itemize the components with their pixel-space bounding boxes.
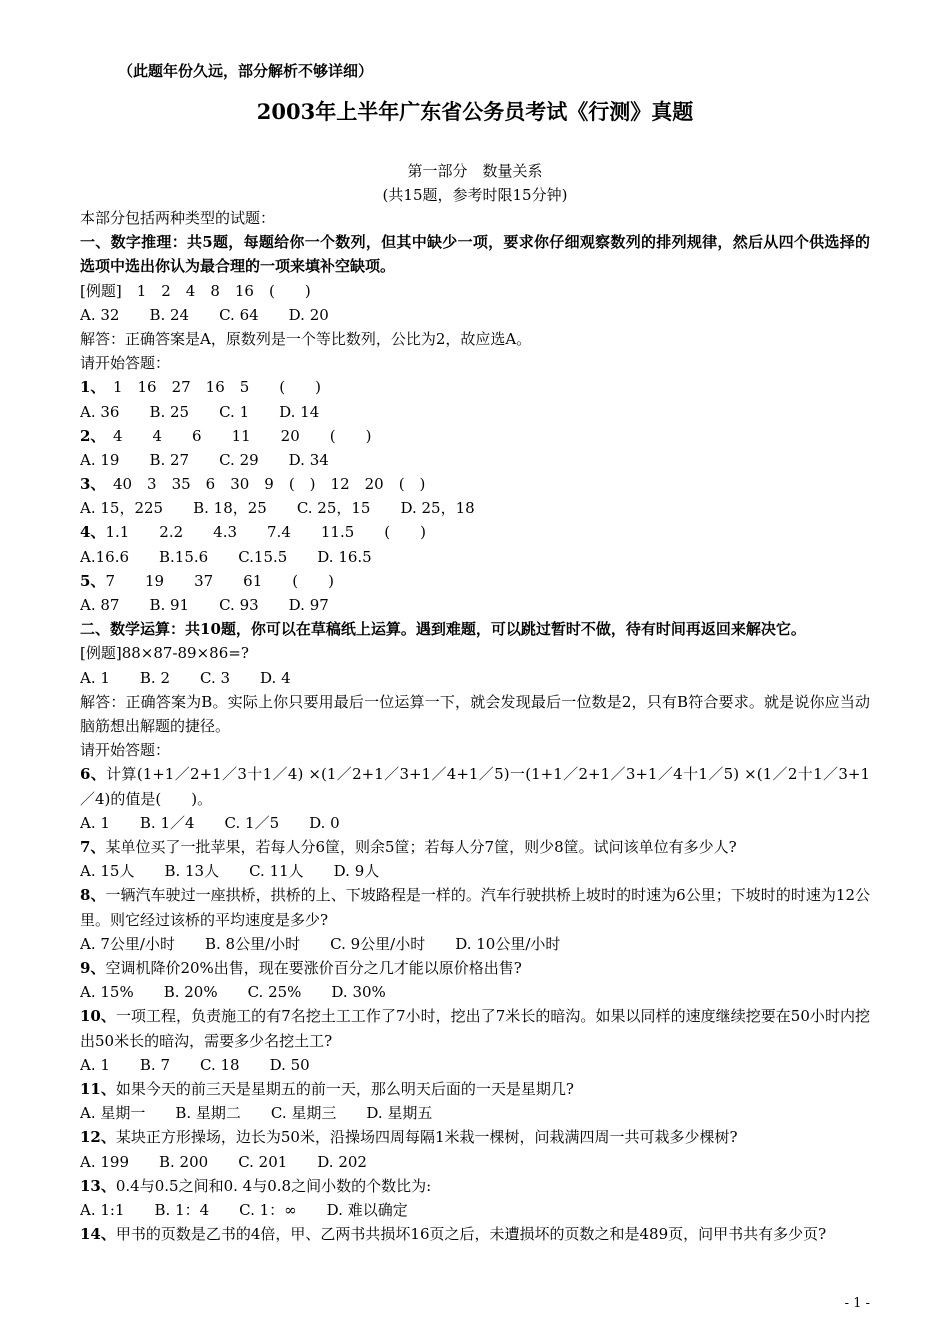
question-7-options: A. 15人 B. 13人 C. 11人 D. 9人 — [80, 862, 380, 881]
question-10 — [80, 1004, 870, 1052]
question-number: 11、 — [80, 1079, 116, 1098]
question-text: 一项工程，负责施工的有7名挖土工工作了7小时，挖出了7米长的暗沟。如果以同样的速度继续挖要在50小时内挖出50米长的暗沟，需要多少名挖土工? — [80, 1007, 870, 1050]
question-8-options: A. 7公里/小时 B. 8公里/小时 C. 9公里/小时 D. 10公里/小时 — [80, 934, 561, 953]
question-text: 计算(1+1／2+1／3十1／4) ×(1／2+1／3+1／4+1／5)一(1+1／2+1／3+1／4十1／5) ×(1／2十1／3+1／4)的值是( )。 — [80, 765, 871, 808]
question-1-options: A. 36 B. 25 C. 1 D. 14 — [80, 402, 320, 421]
question-number: 5、 — [80, 571, 106, 590]
question-10-options: A. 1 B. 7 C. 18 D. 50 — [80, 1055, 310, 1074]
part2-start: 请开始答题： — [80, 741, 171, 760]
part1-example-answer: 解答：正确答案是A，原数列是一个等比数列，公比为2，故应选A。 — [80, 329, 532, 348]
question-number: 7、 — [80, 837, 106, 856]
question-number: 12、 — [80, 1128, 116, 1147]
page-title: 2003年上半年广东省公务员考试《行测》真题 — [256, 99, 694, 124]
question-number: 6、 — [80, 765, 107, 784]
section-subheading: (共15题，参考时限15分钟) — [382, 186, 568, 204]
question-11-options: A. 星期一 B. 星期二 C. 星期三 D. 星期五 — [80, 1104, 433, 1123]
question-1 — [80, 375, 870, 399]
question-12 — [80, 1125, 870, 1149]
question-text: 一辆汽车驶过一座拱桥，拱桥的上、下坡路程是一样的。汽车行驶拱桥上坡时的时速为6公里；下坡时的时速为12公里。则它经过该桥的平均速度是多少? — [80, 886, 871, 929]
part1-example-options: A. 32 B. 24 C. 64 D. 20 — [80, 305, 329, 324]
question-5 — [80, 569, 870, 593]
question-6 — [80, 762, 870, 810]
question-number: 9、 — [80, 958, 106, 977]
question-3 — [80, 472, 870, 496]
question-2 — [80, 424, 870, 448]
question-number: 3、 — [80, 475, 98, 494]
question-number: 8、 — [80, 886, 106, 905]
question-text: 空调机降价20%出售，现在要涨价百分之几才能以原价格出售? — [105, 958, 522, 977]
question-12-options: A. 199 B. 200 C. 201 D. 202 — [80, 1152, 367, 1171]
question-2-options: A. 19 B. 27 C. 29 D. 34 — [80, 450, 329, 469]
question-number: 4、 — [80, 523, 106, 542]
question-9-options: A. 15% B. 20% C. 25% D. 30% — [80, 983, 386, 1002]
question-4-options: A.16.6 B.15.6 C.15.5 D. 16.5 — [80, 547, 372, 566]
part2-example-options: A. 1 B. 2 C. 3 D. 4 — [80, 668, 291, 687]
part1-heading: 一、数字推理：共5题，每题给你一个数列，但其中缺少一项，要求你仔细观察数列的排列规律，然后从四个供选择的选项中选出你认为最合理的一项来填补空缺项。 — [80, 233, 870, 276]
question-8 — [80, 883, 870, 931]
question-text: 7 19 37 61 ( ) — [105, 571, 334, 590]
question-9 — [80, 956, 870, 980]
question-text: 某单位买了一批苹果，若每人分6筐，则余5筐；若每人分7筐，则少8筐。试问该单位有多少人? — [105, 837, 737, 856]
section-heading: 第一部分 数量关系 — [407, 162, 543, 180]
part1-example: [例题] 1 2 4 8 16 ( ) — [80, 281, 311, 300]
question-text: 1 16 27 16 5 ( ) — [97, 378, 321, 397]
header-note: （此题年份久远，部分解析不够详细） — [118, 62, 374, 80]
intro-text: 本部分包括两种类型的试题： — [80, 209, 276, 227]
question-number: 1、 — [80, 378, 98, 397]
question-7 — [80, 835, 870, 859]
question-text: 如果今天的前三天是星期五的前一天，那么明天后面的一天是星期几? — [115, 1079, 574, 1098]
question-text: 40 3 35 6 30 9 ( ) 12 20 ( ) — [97, 475, 426, 494]
question-14 — [80, 1222, 870, 1246]
question-11 — [80, 1077, 870, 1101]
part2-example: [例题]88×87-89×86=? — [80, 644, 249, 663]
question-text: 4 4 6 11 20 ( ) — [97, 426, 372, 445]
question-13-options: A. 1:1 B. 1：4 C. 1：∞ D. 难以确定 — [80, 1200, 408, 1219]
question-text: 0.4与0.5之间和0. 4与0.8之间小数的个数比为: — [115, 1176, 432, 1195]
question-text: 1.1 2.2 4.3 7.4 11.5 ( ) — [105, 523, 426, 542]
part2-example-answer: 解答：正确答案为B。实际上你只要用最后一位运算一下，就会发现最后一位数是2，只有B符合要求。就是说你应当动脑筋想出解题的捷径。 — [80, 692, 870, 735]
question-number: 10、 — [80, 1007, 116, 1026]
page-number: - 1 - — [844, 1296, 870, 1311]
question-text: 甲书的页数是乙书的4倍，甲、乙两书共损坏16页之后，未遭损坏的页数之和是489页，问甲书共有多少页? — [115, 1225, 827, 1244]
question-number: 14、 — [80, 1225, 116, 1244]
question-number: 2、 — [80, 426, 98, 445]
document-body — [80, 206, 870, 1246]
question-text: 某块正方形操场，边长为50米，沿操场四周每隔1米栽一棵树，问栽满四周一共可栽多少棵树? — [115, 1128, 738, 1147]
question-13 — [80, 1174, 870, 1198]
question-4 — [80, 520, 870, 544]
question-number: 13、 — [80, 1176, 116, 1195]
part2-heading: 二、数学运算：共10题，你可以在草稿纸上运算。遇到难题，可以跳过暂时不做，待有时间再返回来解决它。 — [80, 620, 806, 639]
question-3-options: A. 15，225 B. 18，25 C. 25，15 D. 25，18 — [80, 499, 475, 518]
question-6-options: A. 1 B. 1／4 C. 1／5 D. 0 — [80, 813, 340, 832]
question-5-options: A. 87 B. 91 C. 93 D. 97 — [80, 596, 329, 615]
part1-start: 请开始答题： — [80, 354, 171, 373]
